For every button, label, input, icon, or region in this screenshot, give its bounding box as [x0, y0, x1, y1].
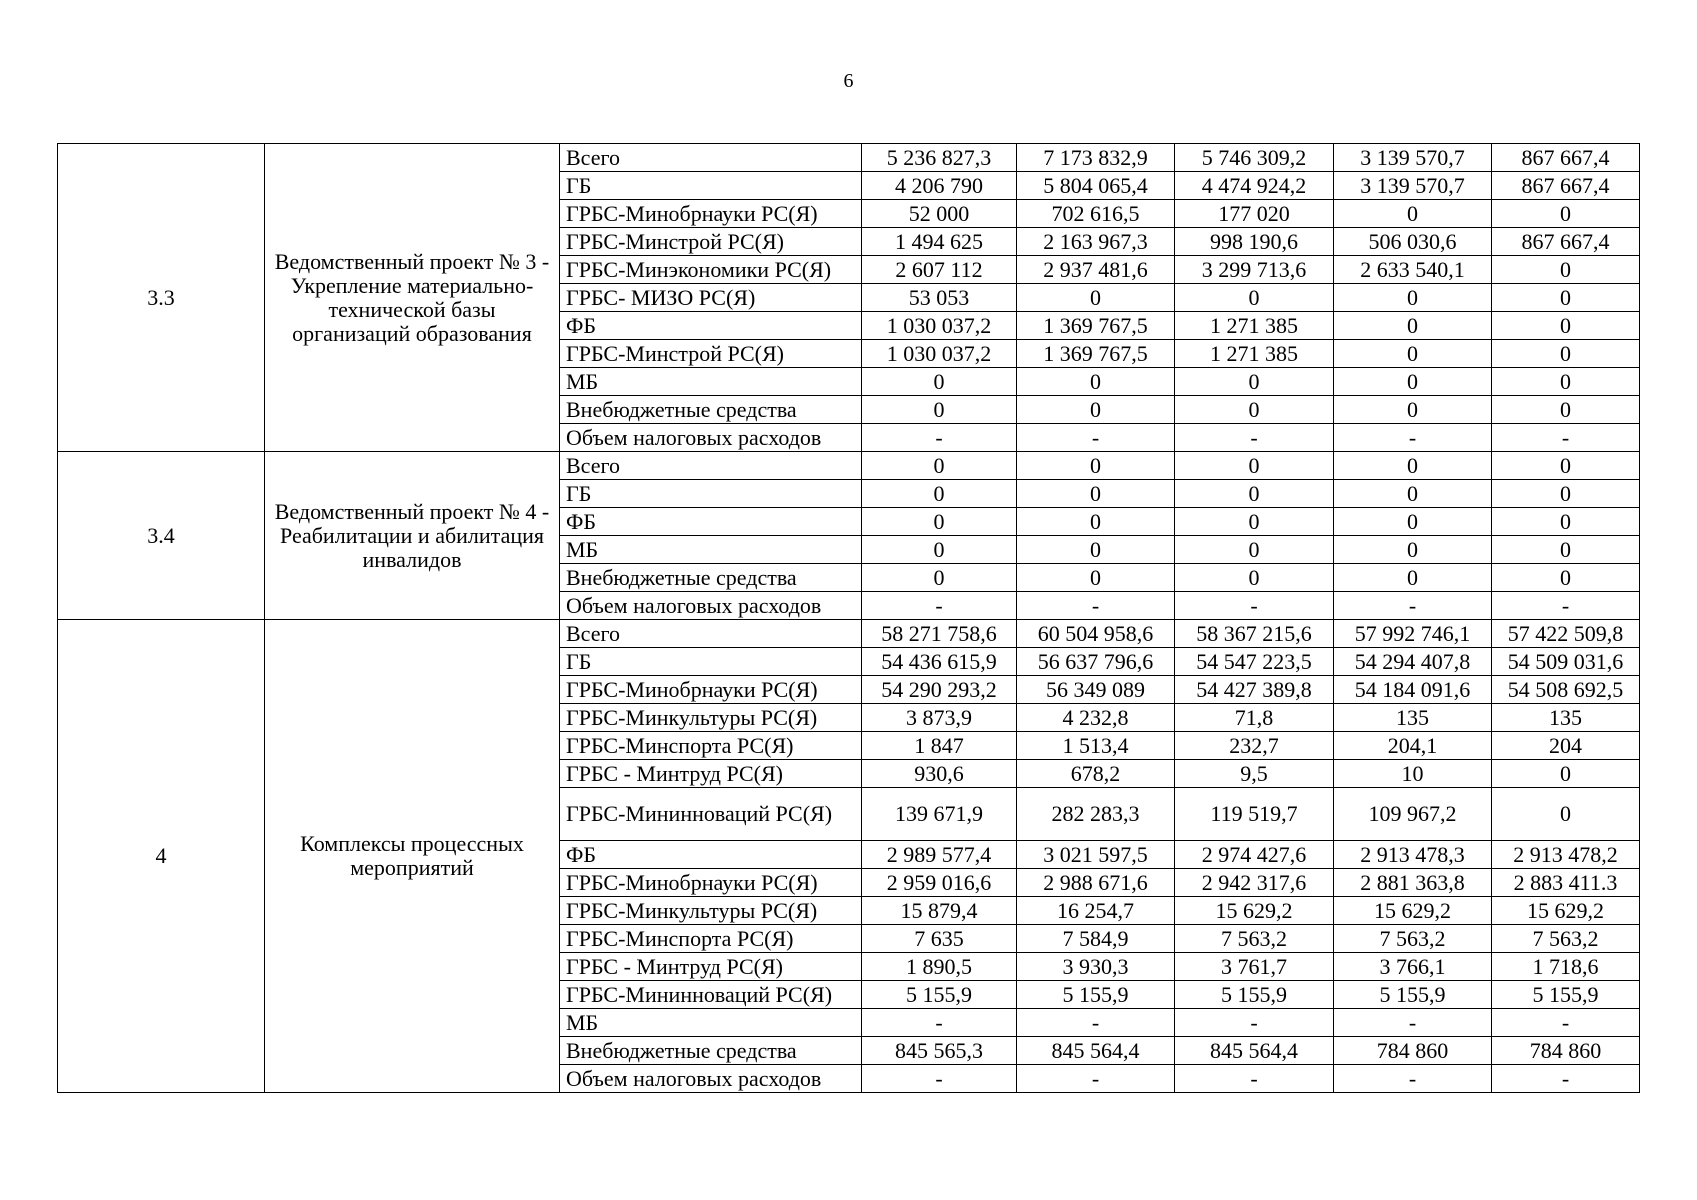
value-cell: 2 989 577,4 [862, 841, 1017, 869]
value-cell: 3 021 597,5 [1017, 841, 1175, 869]
value-cell: 5 155,9 [862, 981, 1017, 1009]
value-cell: 845 564,4 [1175, 1037, 1334, 1065]
value-cell: 2 633 540,1 [1334, 256, 1492, 284]
value-cell: 53 053 [862, 284, 1017, 312]
value-cell: 0 [1492, 368, 1640, 396]
value-cell: - [862, 424, 1017, 452]
value-cell: - [1492, 1009, 1640, 1037]
value-cell: 54 290 293,2 [862, 676, 1017, 704]
funding-source-label: Всего [560, 620, 862, 648]
value-cell: 15 629,2 [1334, 897, 1492, 925]
value-cell: - [1175, 592, 1334, 620]
financing-table [57, 143, 1640, 1093]
section-index: 4 [58, 620, 265, 1093]
value-cell: 867 667,4 [1492, 228, 1640, 256]
value-cell: 1 271 385 [1175, 340, 1334, 368]
value-cell: 0 [1175, 480, 1334, 508]
value-cell: 0 [862, 452, 1017, 480]
value-cell: 177 020 [1175, 200, 1334, 228]
value-cell: 3 139 570,7 [1334, 144, 1492, 172]
funding-source-label: ГРБС-Мининноваций РС(Я) [560, 788, 862, 841]
value-cell: 784 860 [1492, 1037, 1640, 1065]
value-cell: 4 232,8 [1017, 704, 1175, 732]
section-index: 3.4 [58, 452, 265, 620]
value-cell: 7 563,2 [1492, 925, 1640, 953]
value-cell: - [862, 592, 1017, 620]
value-cell: 0 [862, 536, 1017, 564]
value-cell: 54 508 692,5 [1492, 676, 1640, 704]
funding-source-label: ГРБС - Минтруд РС(Я) [560, 953, 862, 981]
value-cell: 1 030 037,2 [862, 340, 1017, 368]
value-cell: 3 930,3 [1017, 953, 1175, 981]
value-cell: 0 [862, 480, 1017, 508]
value-cell: 1 271 385 [1175, 312, 1334, 340]
value-cell: 0 [862, 508, 1017, 536]
value-cell: 0 [862, 368, 1017, 396]
funding-source-label: ГБ [560, 480, 862, 508]
value-cell: - [1334, 424, 1492, 452]
value-cell: 0 [1017, 452, 1175, 480]
value-cell: 0 [1017, 536, 1175, 564]
value-cell: 0 [1175, 452, 1334, 480]
value-cell: 54 427 389,8 [1175, 676, 1334, 704]
funding-source-label: ГРБС-Минобрнауки РС(Я) [560, 676, 862, 704]
value-cell: 0 [1492, 536, 1640, 564]
value-cell: 1 494 625 [862, 228, 1017, 256]
value-cell: 232,7 [1175, 732, 1334, 760]
value-cell: 15 629,2 [1175, 897, 1334, 925]
value-cell: 0 [862, 396, 1017, 424]
section-title: Ведомственный проект № 4 - Реабилитации и абилитация инвалидов [265, 452, 560, 620]
value-cell: 15 879,4 [862, 897, 1017, 925]
funding-source-label: МБ [560, 536, 862, 564]
value-cell: 0 [1334, 508, 1492, 536]
value-cell: 0 [1334, 480, 1492, 508]
funding-source-label: ГРБС-Минэкономики РС(Я) [560, 256, 862, 284]
funding-source-label: Всего [560, 144, 862, 172]
value-cell: 845 564,4 [1017, 1037, 1175, 1065]
funding-source-label: ГРБС-Минкультуры РС(Я) [560, 897, 862, 925]
funding-source-label: ГРБС-Минстрой РС(Я) [560, 340, 862, 368]
value-cell: 2 937 481,6 [1017, 256, 1175, 284]
value-cell: 0 [1492, 396, 1640, 424]
value-cell: 16 254,7 [1017, 897, 1175, 925]
value-cell: 135 [1492, 704, 1640, 732]
section-index: 3.3 [58, 144, 265, 452]
value-cell: 0 [1492, 508, 1640, 536]
value-cell: 2 959 016,6 [862, 869, 1017, 897]
value-cell: 58 367 215,6 [1175, 620, 1334, 648]
value-cell: 0 [1175, 536, 1334, 564]
value-cell: 1 847 [862, 732, 1017, 760]
value-cell: 0 [1492, 452, 1640, 480]
value-cell: 7 563,2 [1175, 925, 1334, 953]
value-cell: 5 746 309,2 [1175, 144, 1334, 172]
value-cell: 867 667,4 [1492, 172, 1640, 200]
table-body [58, 144, 1640, 1093]
value-cell: 56 637 796,6 [1017, 648, 1175, 676]
value-cell: 0 [1334, 368, 1492, 396]
table-row [58, 452, 1640, 480]
value-cell: 5 155,9 [1492, 981, 1640, 1009]
value-cell: 0 [1334, 312, 1492, 340]
section-title: Ведомственный проект № 3 - Укрепление материально-технической базы организаций образования [265, 144, 560, 452]
value-cell: 867 667,4 [1492, 144, 1640, 172]
funding-source-label: ГРБС-Минстрой РС(Я) [560, 228, 862, 256]
value-cell: 0 [1175, 396, 1334, 424]
value-cell: 0 [1492, 564, 1640, 592]
value-cell: 60 504 958,6 [1017, 620, 1175, 648]
funding-source-label: ГРБС-Минкультуры РС(Я) [560, 704, 862, 732]
funding-source-label: ГРБС-Минспорта РС(Я) [560, 732, 862, 760]
funding-source-label: ФБ [560, 841, 862, 869]
table-row [58, 144, 1640, 172]
value-cell: 204,1 [1334, 732, 1492, 760]
value-cell: 5 155,9 [1017, 981, 1175, 1009]
table-row [58, 620, 1640, 648]
value-cell: 57 992 746,1 [1334, 620, 1492, 648]
value-cell: - [1175, 1065, 1334, 1093]
value-cell: 7 563,2 [1334, 925, 1492, 953]
value-cell: 0 [1334, 452, 1492, 480]
value-cell: 5 155,9 [1334, 981, 1492, 1009]
value-cell: 56 349 089 [1017, 676, 1175, 704]
value-cell: 7 584,9 [1017, 925, 1175, 953]
value-cell: 109 967,2 [1334, 788, 1492, 841]
value-cell: 71,8 [1175, 704, 1334, 732]
value-cell: 3 766,1 [1334, 953, 1492, 981]
value-cell: 135 [1334, 704, 1492, 732]
value-cell: 57 422 509,8 [1492, 620, 1640, 648]
value-cell: 0 [1492, 480, 1640, 508]
value-cell: 0 [1175, 508, 1334, 536]
value-cell: - [862, 1065, 1017, 1093]
funding-source-label: Внебюджетные средства [560, 396, 862, 424]
value-cell: 0 [1175, 564, 1334, 592]
value-cell: 3 761,7 [1175, 953, 1334, 981]
value-cell: 3 139 570,7 [1334, 172, 1492, 200]
value-cell: 5 155,9 [1175, 981, 1334, 1009]
value-cell: 0 [1334, 396, 1492, 424]
funding-source-label: ГРБС-Минспорта РС(Я) [560, 925, 862, 953]
value-cell: 2 607 112 [862, 256, 1017, 284]
value-cell: - [1175, 1009, 1334, 1037]
value-cell: - [1492, 424, 1640, 452]
value-cell: 5 804 065,4 [1017, 172, 1175, 200]
funding-source-label: ГРБС - Минтруд РС(Я) [560, 760, 862, 788]
value-cell: 678,2 [1017, 760, 1175, 788]
value-cell: 2 988 671,6 [1017, 869, 1175, 897]
value-cell: - [862, 1009, 1017, 1037]
funding-source-label: Объем налоговых расходов [560, 1065, 862, 1093]
value-cell: - [1175, 424, 1334, 452]
value-cell: 52 000 [862, 200, 1017, 228]
value-cell: 4 474 924,2 [1175, 172, 1334, 200]
page-number: 6 [843, 70, 854, 92]
value-cell: 4 206 790 [862, 172, 1017, 200]
value-cell: - [1334, 1009, 1492, 1037]
value-cell: - [1492, 1065, 1640, 1093]
value-cell: 1 369 767,5 [1017, 312, 1175, 340]
value-cell: 2 913 478,3 [1334, 841, 1492, 869]
value-cell: - [1017, 1065, 1175, 1093]
value-cell: 998 190,6 [1175, 228, 1334, 256]
value-cell: 0 [1334, 284, 1492, 312]
value-cell: 0 [1334, 536, 1492, 564]
value-cell: 54 509 031,6 [1492, 648, 1640, 676]
funding-source-label: ФБ [560, 312, 862, 340]
funding-source-label: ГРБС-Минобрнауки РС(Я) [560, 200, 862, 228]
value-cell: 2 913 478,2 [1492, 841, 1640, 869]
value-cell: 702 616,5 [1017, 200, 1175, 228]
value-cell: 0 [1334, 200, 1492, 228]
value-cell: 2 881 363,8 [1334, 869, 1492, 897]
funding-source-label: МБ [560, 368, 862, 396]
funding-source-label: ГРБС-Мининноваций РС(Я) [560, 981, 862, 1009]
value-cell: 0 [862, 564, 1017, 592]
section-title: Комплексы процессных мероприятий [265, 620, 560, 1093]
value-cell: 845 565,3 [862, 1037, 1017, 1065]
value-cell: 0 [1175, 284, 1334, 312]
value-cell: 0 [1492, 256, 1640, 284]
value-cell: 0 [1017, 396, 1175, 424]
value-cell: 0 [1492, 788, 1640, 841]
value-cell: 0 [1017, 508, 1175, 536]
value-cell: 0 [1492, 200, 1640, 228]
value-cell: - [1334, 592, 1492, 620]
value-cell: - [1017, 424, 1175, 452]
value-cell: 2 163 967,3 [1017, 228, 1175, 256]
value-cell: 10 [1334, 760, 1492, 788]
value-cell: - [1334, 1065, 1492, 1093]
value-cell: 1 369 767,5 [1017, 340, 1175, 368]
value-cell: 0 [1334, 564, 1492, 592]
value-cell: 930,6 [862, 760, 1017, 788]
value-cell: 119 519,7 [1175, 788, 1334, 841]
value-cell: 1 890,5 [862, 953, 1017, 981]
value-cell: 7 635 [862, 925, 1017, 953]
value-cell: 9,5 [1175, 760, 1334, 788]
value-cell: 1 513,4 [1017, 732, 1175, 760]
funding-source-label: Объем налоговых расходов [560, 592, 862, 620]
value-cell: 2 974 427,6 [1175, 841, 1334, 869]
value-cell: 139 671,9 [862, 788, 1017, 841]
value-cell: 784 860 [1334, 1037, 1492, 1065]
value-cell: 3 873,9 [862, 704, 1017, 732]
value-cell: 0 [1017, 564, 1175, 592]
value-cell: 2 942 317,6 [1175, 869, 1334, 897]
value-cell: 1 718,6 [1492, 953, 1640, 981]
funding-source-label: ГБ [560, 172, 862, 200]
value-cell: 0 [1017, 284, 1175, 312]
value-cell: 3 299 713,6 [1175, 256, 1334, 284]
value-cell: 0 [1017, 368, 1175, 396]
value-cell: 0 [1175, 368, 1334, 396]
funding-source-label: Внебюджетные средства [560, 1037, 862, 1065]
value-cell: 58 271 758,6 [862, 620, 1017, 648]
value-cell: 0 [1334, 340, 1492, 368]
funding-source-label: Внебюджетные средства [560, 564, 862, 592]
value-cell: 54 547 223,5 [1175, 648, 1334, 676]
value-cell: 282 283,3 [1017, 788, 1175, 841]
value-cell: 0 [1492, 760, 1640, 788]
value-cell: 204 [1492, 732, 1640, 760]
value-cell: 0 [1492, 312, 1640, 340]
value-cell: 54 436 615,9 [862, 648, 1017, 676]
funding-source-label: ФБ [560, 508, 862, 536]
funding-source-label: ГБ [560, 648, 862, 676]
value-cell: 0 [1017, 480, 1175, 508]
funding-source-label: ГРБС- МИЗО РС(Я) [560, 284, 862, 312]
value-cell: - [1017, 592, 1175, 620]
value-cell: 2 883 411.3 [1492, 869, 1640, 897]
funding-source-label: Объем налоговых расходов [560, 424, 862, 452]
funding-source-label: МБ [560, 1009, 862, 1037]
value-cell: 15 629,2 [1492, 897, 1640, 925]
value-cell: 7 173 832,9 [1017, 144, 1175, 172]
funding-source-label: Всего [560, 452, 862, 480]
value-cell: 1 030 037,2 [862, 312, 1017, 340]
value-cell: 54 294 407,8 [1334, 648, 1492, 676]
value-cell: 506 030,6 [1334, 228, 1492, 256]
value-cell: 54 184 091,6 [1334, 676, 1492, 704]
value-cell: 5 236 827,3 [862, 144, 1017, 172]
value-cell: - [1017, 1009, 1175, 1037]
funding-source-label: ГРБС-Минобрнауки РС(Я) [560, 869, 862, 897]
value-cell: 0 [1492, 284, 1640, 312]
value-cell: 0 [1492, 340, 1640, 368]
value-cell: - [1492, 592, 1640, 620]
